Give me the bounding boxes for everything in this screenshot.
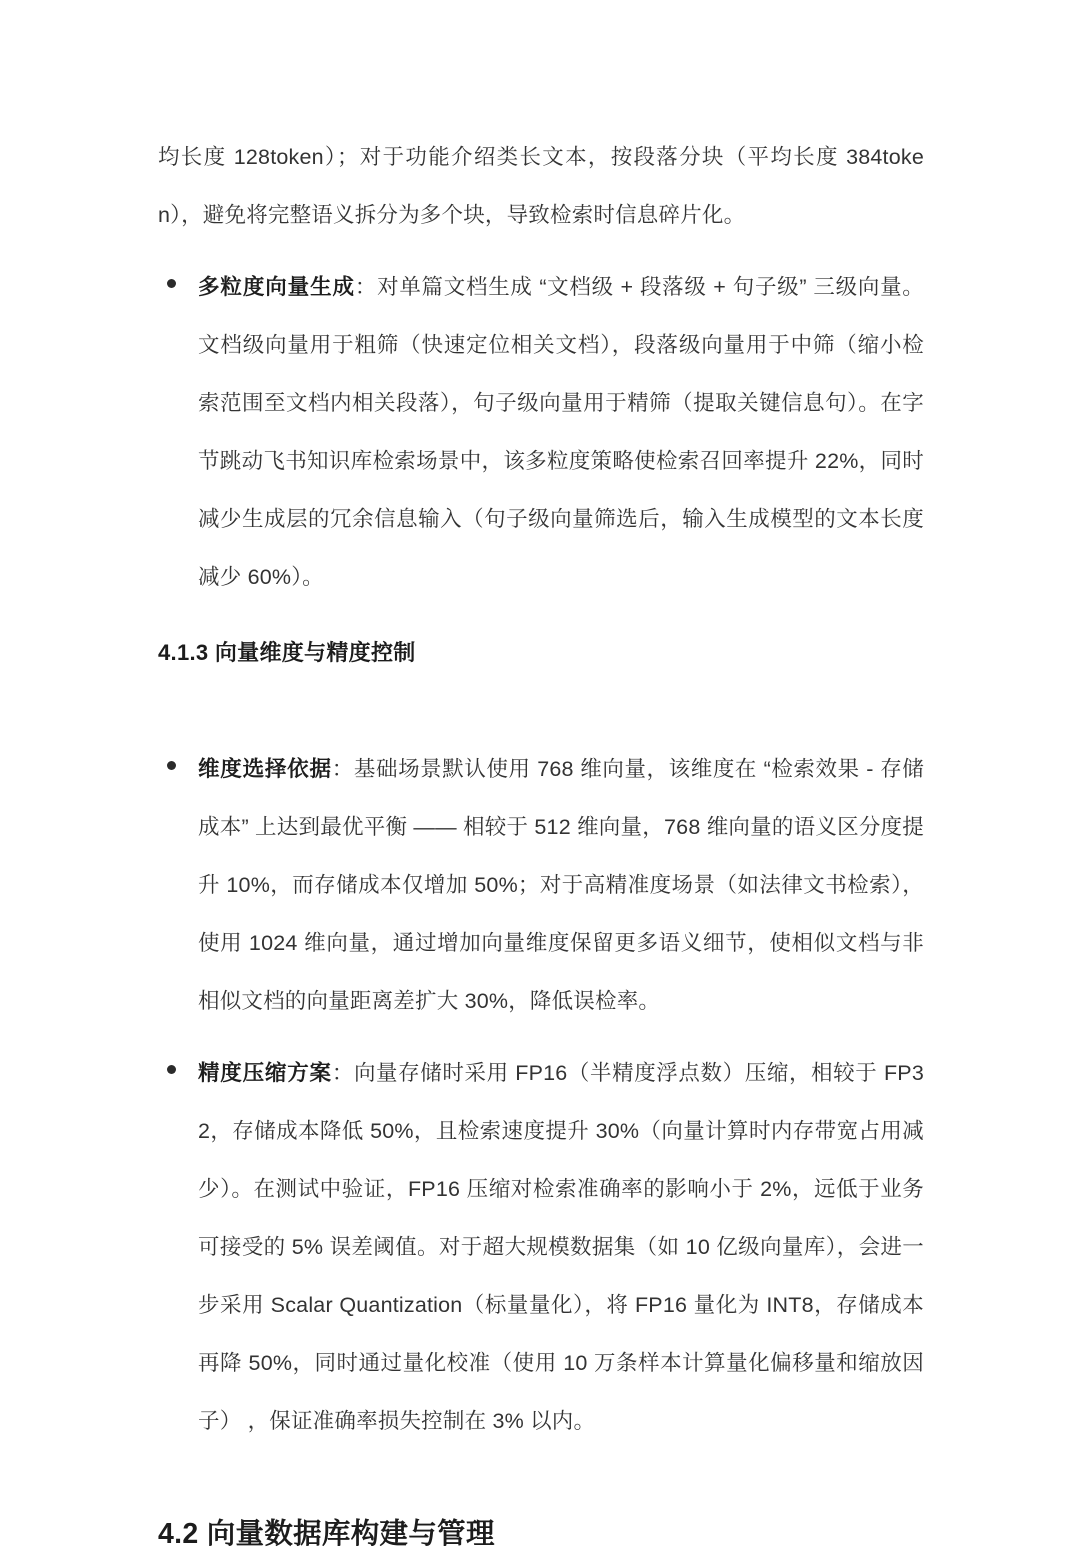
bullet-text: 对单篇文档生成 “文档级 + 段落级 + 句子级” 三级向量。文档级向量用于粗筛（快速定位相关文档），段落级向量用于中筛（缩小检索范围至文档内相关段落），句子级向量用于精筛（提取关键信息句）。在字节跳动飞书知识库检索场景中，该多粒度策略使检索召回率提升 22%，同时减少生成层的冗余信息输入（句子级向量筛选后，输入生成模型的文本长度减少 60%）。 [198, 275, 924, 589]
bullet-dot-icon [167, 761, 176, 770]
bullet-multi-granularity-vector [158, 258, 924, 606]
spacer [158, 244, 924, 258]
bullet-body [158, 1044, 924, 1450]
bullet-dot-icon [167, 279, 176, 288]
heading-4-1-3: 4.1.3 向量维度与精度控制 [158, 640, 416, 665]
bullet-body [158, 740, 924, 1030]
heading-4-2: 4.2 向量数据库构建与管理 [158, 1518, 495, 1550]
bullet-text: 基础场景默认使用 768 维向量，该维度在 “检索效果 - 存储成本” 上达到最优平衡 —— 相较于 512 维向量，768 维向量的语义区分度提升 10%，而存储成本仅增加 50%；对于高精准度场景（如法律文书检索），使用 1024 维向量，通过增加向量维度保留更多语义细节，使相似文档与非相似文档的向量距离差扩大 30%，降低误检率。 [198, 757, 925, 1013]
bullet-label: 精度压缩方案 [198, 1061, 332, 1085]
bullet-dimension-selection-basis [158, 740, 924, 1030]
spacer [158, 670, 924, 740]
spacer [158, 1030, 924, 1044]
bullet-dot-icon [167, 1065, 176, 1074]
bullet-label: 多粒度向量生成 [198, 275, 355, 299]
bullet-separator: ： [354, 275, 378, 299]
bullet-separator: ： [331, 757, 354, 781]
bullet-label: 维度选择依据 [198, 757, 332, 781]
bullet-separator: ： [331, 1061, 354, 1085]
bullet-body [158, 258, 924, 606]
spacer [158, 606, 924, 636]
bullet-text: 向量存储时采用 FP16（半精度浮点数）压缩，相较于 FP32，存储成本降低 50%，且检索速度提升 30%（向量计算时内存带宽占用减少）。在测试中验证，FP16 压缩对检索准确率的影响小于 2%，远低于业务可接受的 5% 误差阈值。对于超大规模数据集（如 10 亿级向量库），会进一步采用 Scalar Quantization（标量量化），将 FP16 量化为 INT8，存储成本再降 50%，同时通过量化校准（使用 10 万条样本计算量化偏移量和缩放因子） ，保证准确率损失控制在 3% 以内。 [198, 1061, 924, 1433]
document-content [158, 128, 924, 1554]
paragraph-chunking-continuation: 均长度 128token）；对于功能介绍类长文本，按段落分块（平均长度 384token），避免将完整语义拆分为多个块，导致检索时信息碎片化。 [158, 145, 924, 227]
spacer [158, 1450, 924, 1514]
bullet-precision-compression-scheme [158, 1044, 924, 1450]
